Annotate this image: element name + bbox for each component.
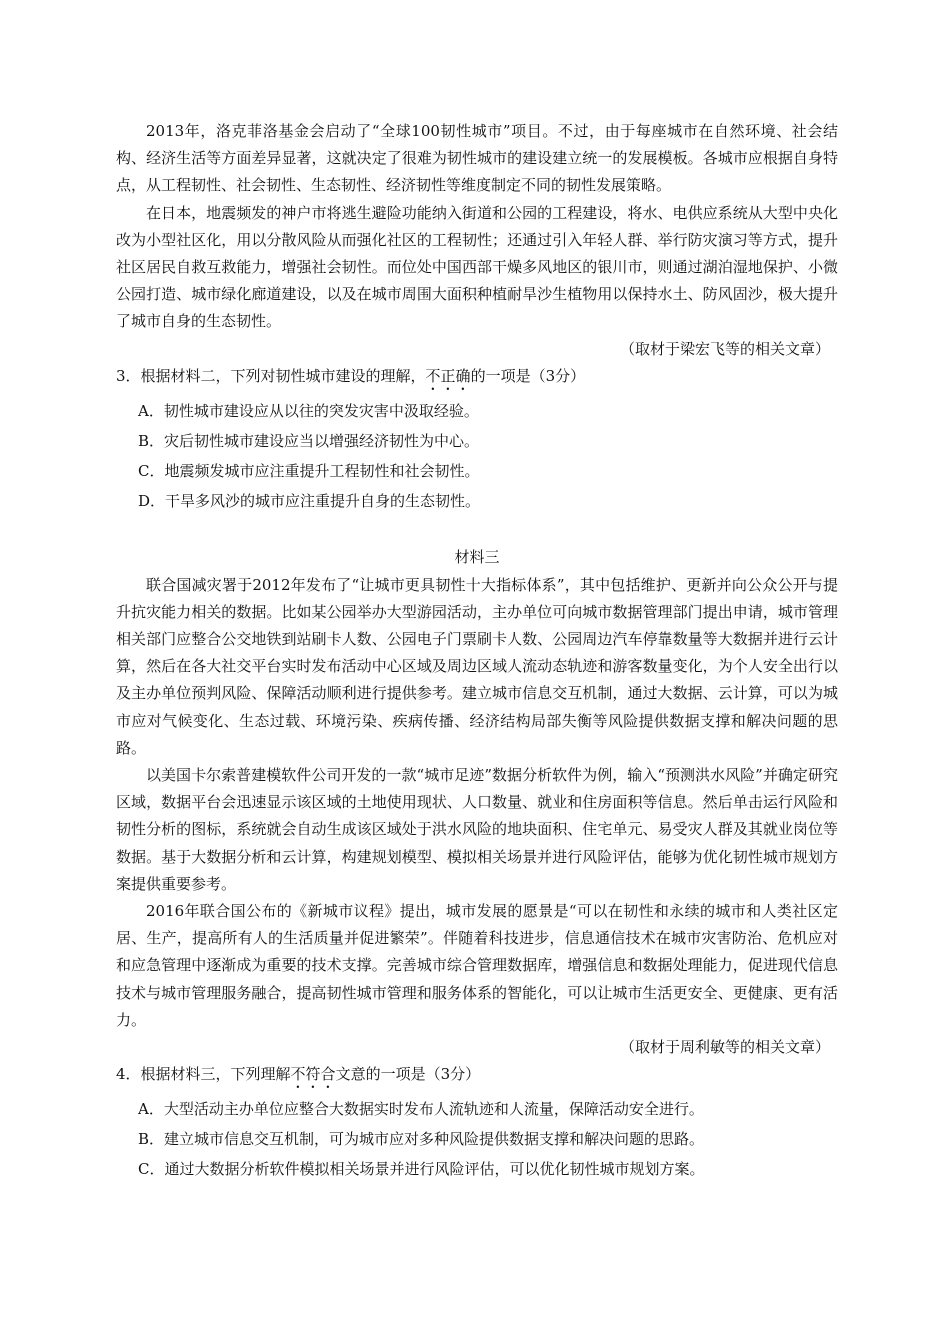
material3-paragraph-3: 2016年联合国公布的《新城市议程》提出，城市发展的愿景是“可以在韧性和永续的城市和人类社区定居、生产，提高所有人的生活质量并促进繁荣”。伴随着科技进步，信息通信技术在城市灾害防治、危机应对和应急管理中逐渐成为重要的技术支撑。完善城市综合管理数据库，增强信息和数据处理能力，促进现代信息技术与城市管理服务融合，提高韧性城市管理和服务体系的智能化，可以让城市生活更安全、更健康、更有活力。 [116, 902, 838, 1029]
material3-paragraph-1: 联合国减灾署于2012年发布了“让城市更具韧性十大指标体系”，其中包括维护、更新并向公众公开与提升抗灾能力相关的数据。比如某公园举办大型游园活动，主办单位可向城市数据管理部门提出申请，城市管理相关部门应整合公交地铁到站刷卡人数、公园电子门票刷卡人数、公园周边汽车停靠数量等大数据并进行云计算，然后在各大社交平台实时发布活动中心区域及周边区域人流动态轨迹和游客数量变化，为个人安全出行以及主办单位预判风险、保障活动顺利进行提供参考。建立城市信息交互机制，通过大数据、云计算，可以为城市应对气候变化、生态过载、环境污染、疾病传播、经济结构局部失衡等风险提供数据支撑和解决问题的思路。 [116, 575, 838, 757]
material3-heading: 材料三 [454, 547, 500, 566]
question-4-stem-start: 4．根据材料三，下列理解 [116, 1065, 291, 1084]
material3-paragraph-2: 以美国卡尔索普建模软件公司开发的一款“城市足迹”数据分析软件为例，输入“预测洪水风险”并确定研究区域，数据平台会迅速显示该区域的土地使用现状、人口数量、就业和住房面积等信息。然后单击运行风险和韧性分析的图标，系统就会自动生成该区域处于洪水风险的地块面积、住宅单元、易受灾人群及其就业岗位等数据。基于大数据分析和云计算，构建规划模型、模拟相关场景并进行风险评估，能够为优化韧性城市规划方案提供重要参考。 [116, 766, 838, 893]
question-3-emphasis: 不正确 [425, 366, 471, 385]
question-4-option-b[interactable]: B．建立城市信息交互机制，可为城市应对多种风险提供数据支撑和解决问题的思路。 [138, 1130, 705, 1149]
question-3-option-d[interactable]: D．干旱多风沙的城市应注重提升自身的生态韧性。 [138, 491, 481, 510]
material2-paragraph-2: 在日本，地震频发的神户市将逃生避险功能纳入街道和公园的工程建设，将水、电供应系统从大型中央化改为小型社区化，用以分散风险从而强化社区的工程韧性；还通过引入年轻人群、举行防灾演习等方式，提升社区居民自救互救能力，增强社会韧性。而位处中国西部干燥多风地区的银川市，则通过湖泊湿地保护、小微公园打造、城市绿化廊道建设，以及在城市周围大面积种植耐旱沙生植物用以保持水土、防风固沙，极大提升了城市自身的生态韧性。 [116, 203, 838, 331]
material2-paragraph-1: 2013年，洛克菲洛基金会启动了“全球100韧性城市”项目。不过，由于每座城市在自然环境、社会结构、经济生活等方面差异显著，这就决定了很难为韧性城市的建设建立统一的发展模板。各城市应根据自身特点，从工程韧性、社会韧性、生态韧性、经济韧性等维度制定不同的韧性发展策略。 [116, 122, 838, 195]
material2-source: （取材于梁宏飞等的相关文章） [619, 339, 830, 358]
question-4-emphasis: 不符合 [290, 1065, 336, 1084]
question-3-option-a[interactable]: A．韧性城市建设应从以往的突发灾害中汲取经验。 [138, 401, 479, 420]
question-3-stem-start: 3．根据材料二，下列对韧性城市建设的理解， [116, 366, 426, 385]
question-4-option-c[interactable]: C．通过大数据分析软件模拟相关场景并进行风险评估，可以优化韧性城市规划方案。 [138, 1160, 705, 1179]
question-3-option-b[interactable]: B．灾后韧性城市建设应当以增强经济韧性为中心。 [138, 431, 480, 450]
question-4-stem-end: 文意的一项是（3分） [335, 1065, 481, 1084]
question-3-stem-end: 的一项是（3分） [470, 366, 586, 385]
question-3-stem [116, 363, 838, 394]
material3-source: （取材于周利敏等的相关文章） [619, 1038, 830, 1057]
question-3-option-c[interactable]: C．地震频发城市应注重提升工程韧性和社会韧性。 [138, 461, 480, 480]
question-4-option-a[interactable]: A．大型活动主办单位应整合大数据实时发布人流轨迹和人流量，保障活动安全进行。 [138, 1100, 704, 1119]
question-4-stem [116, 1061, 838, 1092]
